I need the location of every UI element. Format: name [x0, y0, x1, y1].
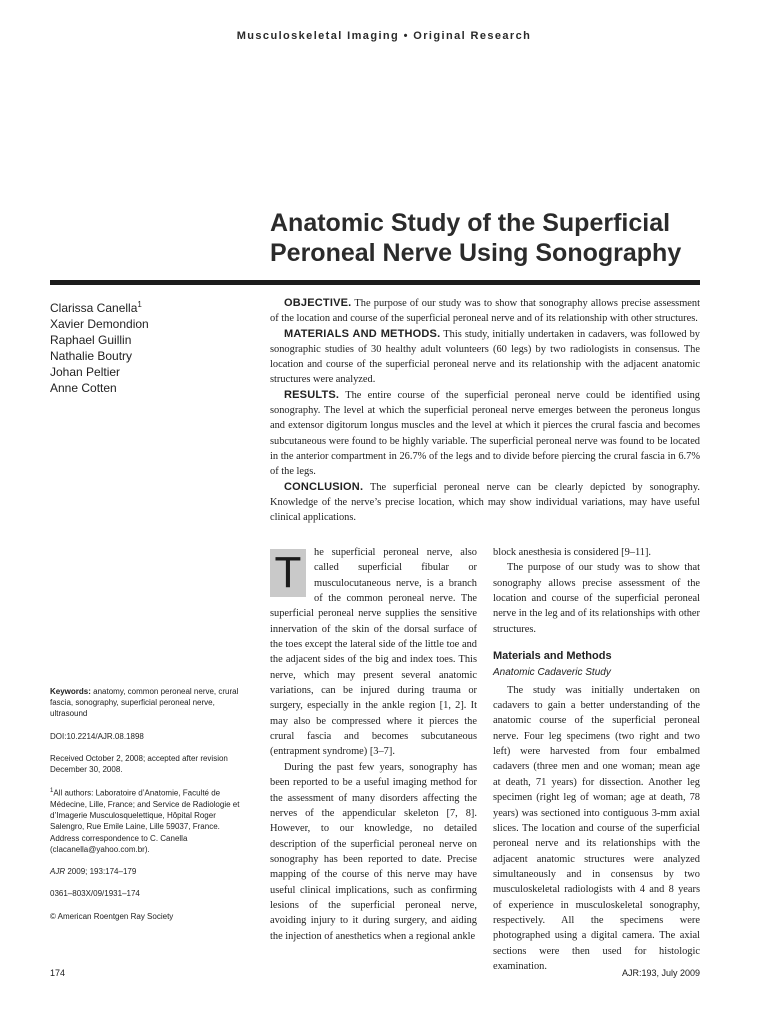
page-number: 174 [50, 968, 66, 978]
author: Xavier Demondion [50, 317, 149, 331]
body-column-left [270, 545, 477, 944]
received-dates: Received October 2, 2008; accepted after revision December 30, 2008. [50, 753, 228, 775]
doi: DOI:10.2214/AJR.08.1898 [50, 731, 144, 741]
author: Nathalie Boutry [50, 349, 133, 363]
intro-paragraph-3: The purpose of our study was to show that sonography allows precise assessment of the location and course of the superficial peroneal nerve in the leg and of its relationships with other structures. [493, 562, 700, 635]
author: Raphael Guillin [50, 333, 132, 347]
issn: 0361–803X/09/1931–174 [50, 889, 140, 899]
author: Clarissa Canella$^1$ [50, 300, 142, 315]
intro-paragraph-2: During the past few years, sonography has been reported to be a useful imaging method for the assessment of many disorders affecting the nerves of the appendicular skeleton [7, 8]. However, to our knowledge, no detailed description of the superficial peroneal nerve on sonography has been reported to date. Precise mapping of the course of this nerve may have useful clinical implications, such as confirming lesions of the superficial peroneal nerve, avoiding injury to it during surgery, and aiding the injection of anesthetics when a regional ankle [270, 761, 477, 942]
copyright: © American Roentgen Ray Society [50, 911, 174, 921]
section-title: Materials and Methods [493, 650, 612, 663]
article-info-sidebar [50, 686, 250, 933]
article-title: Anatomic Study of the Superficial Peroneal Nerve Using Sonography [270, 209, 682, 267]
subsection-title: Anatomic Cadaveric Study [493, 667, 611, 679]
footer-journal: AJR:193, July 2009 [621, 968, 700, 978]
keywords: Keywords: anatomy, common peroneal nerve, crural fascia, sonography, superficial peroneal nerve, ultrasound [50, 687, 239, 719]
abstract-results: RESULTS. The entire course of the superficial peroneal nerve could be identified using sonography. The level at which the superficial peroneal nerve emerges between the peroneus longus and extensor digitorum longus muscles and the level at which it pierces the crural fascia and becomes subcutaneous were found to be highly variable. The superficial peroneal nerve was found to be located in the anterior compartment in 26.7% of the legs and to divide before piercing the crural fascia in 6.7% of the legs. [270, 388, 700, 478]
affiliation: $^1$All authors: Laboratoire d’Anatomie, Faculté de Médecine, Lille, France; and Service de Radiologie et d’Imagerie Musculosquelettique, Hôpital Roger Salengro, Rue Emile Laine, Lille 59037, France. Address correspondence to C. Canella (clacanella@yahoo.com.br). [50, 788, 240, 854]
drop-cap: T [270, 549, 306, 597]
abstract-objective: OBJECTIVE. The purpose of our study was to show that sonography allows precise assessment of the location and course of the superficial peroneal nerve and of its relationship with other structures. [270, 297, 700, 325]
author: Johan Peltier [50, 365, 121, 379]
abstract-conclusion: CONCLUSION. The superficial peroneal nerve can be clearly depicted by sonography. Knowledge of the nerve’s precise location, which may show individual variations, may have useful clinical applications. [270, 480, 700, 524]
author-list [50, 297, 250, 396]
title-rule [50, 280, 700, 285]
running-head: Musculoskeletal Imaging • Original Research [236, 30, 532, 42]
intro-paragraph-1: T he superficial peroneal nerve, also called superficial fibular or musculocutaneous nerve, is a branch of the common peroneal nerve. The superficial peroneal nerve supplies the sensitive innervation of the skin of the dorsal surface of the toes except the lateral side of the little toe and the adjacent sides of the big and index toes. This nerve, which may present several anatomic variations, can be injured during trauma or surgery, especially in the ankle region [1, 2]. It may also be compressed where it pierces the crural fascia and becomes subcutaneous (entrapment syndrome) [3–7]. [270, 547, 477, 758]
intro-continued: block anesthesia is considered [9–11]. [493, 547, 652, 558]
abstract [270, 296, 700, 525]
body-column-right-content [493, 545, 700, 974]
methods-paragraph: The study was initially undertaken on cadavers to gain a better understanding of the anatomic course of the superficial peroneal nerve. Four leg specimens (two right and two left) were harvested from four embalmed cadavers (three men and one woman; mean age at death, 71 years) for dissection. Another leg specimen (right leg of woman; age at death, 78 years) was sectioned into contiguous 3-mm axial slices. The location and course of the superficial peroneal nerve and its relationships with the adjacent anatomic structures were analyzed simultaneously and in consensus by two musculoskeletal radiologists with 4 and 8 years of experience in musculoskeletal sonography, respectively. All the specimens were photographed using a digital camera. The axial sections were then used for histologic examination. [493, 684, 700, 972]
author: Anne Cotten [50, 381, 117, 395]
abstract-methods: MATERIALS AND METHODS. This study, initially undertaken in cadavers, was followed by sonographic studies of 30 healthy adult volunteers (60 legs) by two radiologists in consensus. The location and course of the superficial peroneal nerve and its relationship with the adjacent anatomic structures were analyzed. [270, 327, 701, 386]
citation: AJR 2009; 193:174–179 [50, 867, 137, 877]
